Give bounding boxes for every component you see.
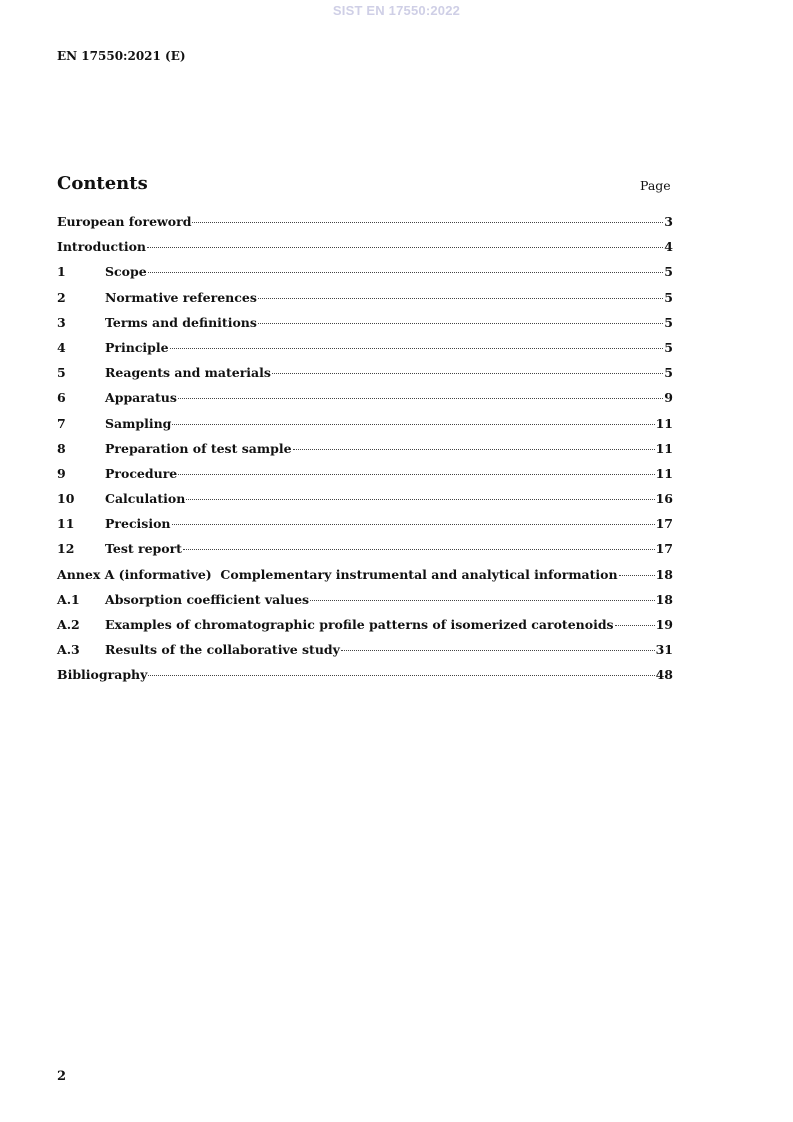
- toc-entry-page: 18: [655, 566, 673, 582]
- toc-entry-title: European foreword: [57, 214, 192, 229]
- toc-entry-page: 17: [655, 541, 673, 557]
- toc-entry-page: 5: [664, 289, 673, 305]
- toc-entry-annex-a[interactable]: [57, 567, 673, 592]
- dot-leader: [293, 449, 655, 450]
- toc-entry-page: 11: [655, 465, 673, 481]
- watermark: SIST EN 17550:2022: [332, 3, 461, 18]
- toc-entry-number: 5: [57, 365, 66, 381]
- dot-leader: [258, 298, 663, 299]
- toc-entry-european-foreword[interactable]: [57, 214, 673, 239]
- toc-entry-number: 12: [57, 541, 75, 557]
- toc-entry-number: A.2: [57, 617, 80, 632]
- toc-entry-sampling[interactable]: [57, 416, 673, 441]
- toc-entry-page: 5: [664, 365, 673, 381]
- toc-entry-page: 17: [655, 516, 673, 532]
- table-of-contents: [57, 214, 673, 693]
- toc-entry-title: Test report: [105, 541, 182, 557]
- toc-entry-title: Normative references: [105, 289, 257, 305]
- toc-entry-page: 5: [664, 339, 673, 355]
- toc-entry-apparatus[interactable]: [57, 390, 673, 415]
- toc-entry-title: Introduction: [57, 239, 147, 255]
- toc-entry-number: 6: [57, 390, 66, 406]
- toc-entry-page: 9: [664, 390, 673, 406]
- toc-entry-title: Preparation of test sample: [105, 440, 292, 456]
- toc-entry-introduction[interactable]: [57, 239, 673, 264]
- toc-entry-page: 19: [655, 617, 673, 632]
- toc-entry-page: 11: [655, 415, 673, 431]
- contents-heading: Contents: [57, 173, 148, 194]
- dot-leader: [148, 675, 654, 676]
- toc-entry-number: 4: [57, 339, 66, 355]
- toc-entry-title: Principle: [105, 339, 169, 355]
- toc-entry-page: 11: [655, 440, 673, 456]
- toc-entry-page: 4: [664, 239, 673, 255]
- toc-entry-page: 5: [664, 314, 673, 330]
- toc-entry-title: Sampling: [105, 415, 172, 431]
- toc-entry-page: 18: [655, 591, 673, 607]
- toc-entry-title: Examples of chromatographic profile patterns of isomerized carotenoids: [105, 617, 614, 632]
- dot-leader: [258, 323, 663, 324]
- dot-leader: [170, 348, 664, 349]
- dot-leader: [183, 549, 655, 550]
- toc-entry-title: Procedure: [105, 465, 178, 481]
- toc-entry-page: 16: [655, 491, 673, 507]
- toc-entry-number: 3: [57, 314, 66, 330]
- toc-entry-procedure[interactable]: [57, 466, 673, 491]
- toc-entry-page: 5: [664, 264, 673, 280]
- toc-entry-chromatographic-profile-patterns[interactable]: [57, 617, 673, 642]
- toc-entry-number: 1: [57, 264, 66, 280]
- toc-entry-number: 11: [57, 516, 75, 532]
- toc-entry-terms-and-definitions[interactable]: [57, 315, 673, 340]
- dot-leader: [615, 625, 655, 626]
- toc-entry-number: A.3: [57, 642, 80, 658]
- toc-entry-page: 3: [664, 214, 673, 229]
- toc-entry-number: 9: [57, 465, 66, 481]
- dot-leader: [148, 272, 664, 273]
- document-id: EN 17550:2021 (E): [57, 49, 186, 63]
- toc-entry-page: 31: [655, 642, 673, 658]
- dot-leader: [147, 247, 663, 248]
- dot-leader: [341, 650, 655, 651]
- toc-entry-number: 10: [57, 491, 75, 507]
- dot-leader: [172, 524, 655, 525]
- toc-entry-title: Scope: [105, 264, 147, 280]
- dot-leader: [272, 373, 663, 374]
- toc-entry-principle[interactable]: [57, 340, 673, 365]
- toc-entry-scope[interactable]: [57, 264, 673, 289]
- toc-entry-collaborative-study-results[interactable]: [57, 642, 673, 667]
- toc-entry-page: 48: [655, 667, 673, 683]
- toc-entry-reagents-and-materials[interactable]: [57, 365, 673, 390]
- toc-entry-title: Reagents and materials: [105, 365, 271, 381]
- toc-entry-number: 7: [57, 415, 66, 431]
- page-number: 2: [57, 1069, 67, 1084]
- dot-leader: [172, 424, 654, 425]
- dot-leader: [178, 474, 654, 475]
- toc-entry-normative-references[interactable]: [57, 290, 673, 315]
- toc-entry-title: Bibliography: [57, 667, 148, 683]
- toc-entry-title: Precision: [105, 516, 171, 532]
- dot-leader: [178, 398, 663, 399]
- page-column-label: Page: [640, 178, 671, 193]
- dot-leader: [619, 575, 655, 576]
- toc-entry-precision[interactable]: [57, 516, 673, 541]
- toc-entry-title: Terms and definitions: [105, 314, 257, 330]
- dot-leader: [192, 222, 663, 223]
- dot-leader: [310, 600, 655, 601]
- toc-entry-title: Annex A (informative) Complementary instrumental and analytical information: [57, 566, 618, 582]
- toc-entry-title: Apparatus: [105, 390, 177, 406]
- toc-entry-calculation[interactable]: [57, 491, 673, 516]
- toc-entry-title: Results of the collaborative study: [105, 642, 340, 658]
- toc-entry-number: 8: [57, 440, 66, 456]
- toc-entry-title: Calculation: [105, 491, 186, 507]
- toc-entry-title: Absorption coefficient values: [105, 591, 310, 607]
- toc-entry-number: 2: [57, 289, 66, 305]
- toc-entry-bibliography[interactable]: [57, 667, 673, 692]
- toc-entry-preparation-of-test-sample[interactable]: [57, 441, 673, 466]
- toc-entry-absorption-coefficient-values[interactable]: [57, 592, 673, 617]
- toc-entry-number: A.1: [57, 591, 80, 607]
- toc-entry-test-report[interactable]: [57, 541, 673, 566]
- dot-leader: [186, 499, 654, 500]
